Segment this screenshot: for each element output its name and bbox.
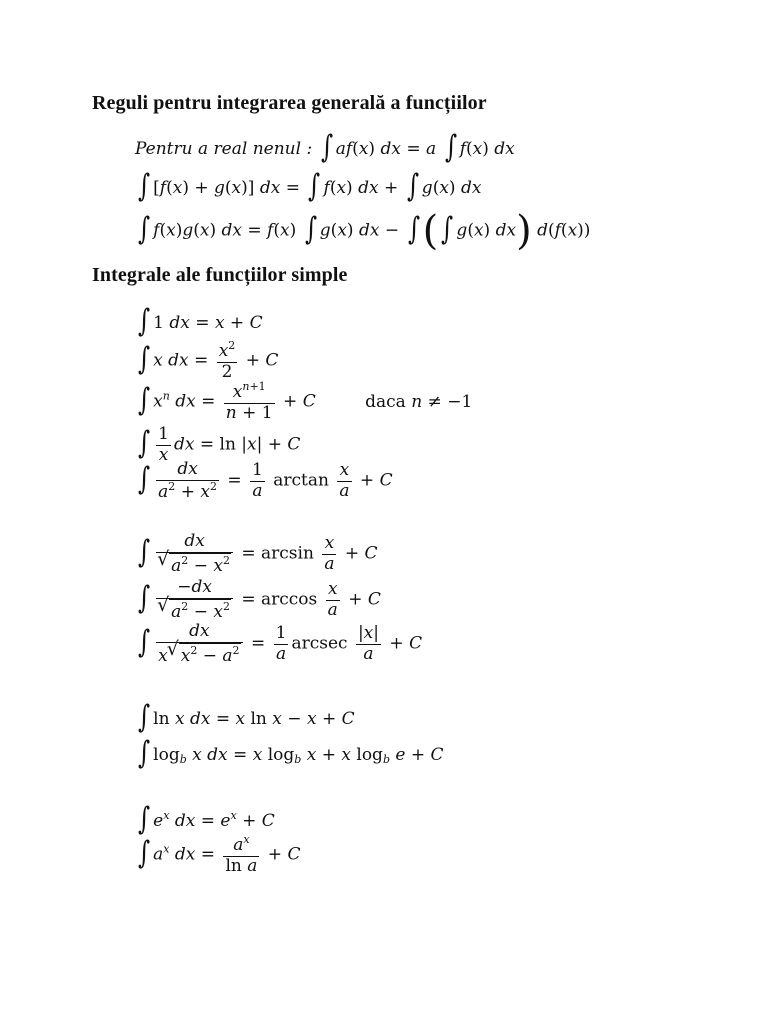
- formula-integral-x: ∫ x dx = $\frac{x^2}{2}$ + C: [138, 339, 279, 382]
- scalar-prefix-text: Pentru a real nenul :: [135, 139, 313, 159]
- formula-integral-arcsec: ∫ $\frac{dx}{x√ x^2 - a^2}$ = $\frac{1}{a}$ arcsec $\frac{|x|}{a}$ + C: [135, 622, 422, 666]
- formula-sum-rule: ∫ [f(x) + g(x)] dx = ∫ f(x) dx + ∫ g(x) dx: [138, 168, 482, 204]
- condition-text: daca: [365, 391, 406, 412]
- section-heading-general-rules: Reguli pentru integrarea generală a funcțiilor: [92, 92, 487, 114]
- formula-integral-one: ∫ 1 dx = x + C: [138, 303, 263, 339]
- formula-integral-ln: ∫ ln x dx = x ln x − x + C: [138, 699, 355, 735]
- formula-integral-power: ∫ $x^n$ dx = $\frac{x^{n+1}}{n + 1}$ + C daca n ≠ −1: [138, 380, 473, 423]
- formula-integral-arcsin: ∫ dx √ $a^2 - x^2$ = arcsin $\frac{x}{a}$ + C: [135, 532, 378, 576]
- formula-integral-exp: ∫ $e^x$ dx = $e^x + C$: [138, 801, 275, 837]
- formula-integral-arccos: ∫ −dx √ $a^2 - x^2$ = arccos $\frac{x}{a}$ + C: [135, 578, 381, 622]
- formula-integral-a-power: ∫ $a^x$ dx = $\frac{a^x}{\text{ln a}}$ + C: [138, 833, 301, 876]
- formula-scalar-rule: Pentru a real nenul : ∫ af(x) dx = a ∫ f(x) dx: [135, 129, 515, 165]
- formula-integral-reciprocal: ∫ $\frac{1}{x}$ dx = ln |x| + C: [138, 424, 301, 465]
- section-heading-simple-functions: Integrale ale funcțiilor simple: [92, 264, 348, 286]
- formula-integral-arctan: ∫ $\frac{dx}{a^2 + x^2}$ = $\frac{1}{a}$ arctan $\frac{x}{a}$ + C: [138, 459, 393, 502]
- formula-parts-rule: ∫ f(x)g(x) dx = f(x) ∫ g(x) dx − ∫(∫ g(x) dx) d(f(x)): [138, 208, 591, 254]
- formula-integral-log-base: ∫ $\log_b x$ dx = x $\log_b x + x$ $\log_b e + C$: [138, 735, 444, 771]
